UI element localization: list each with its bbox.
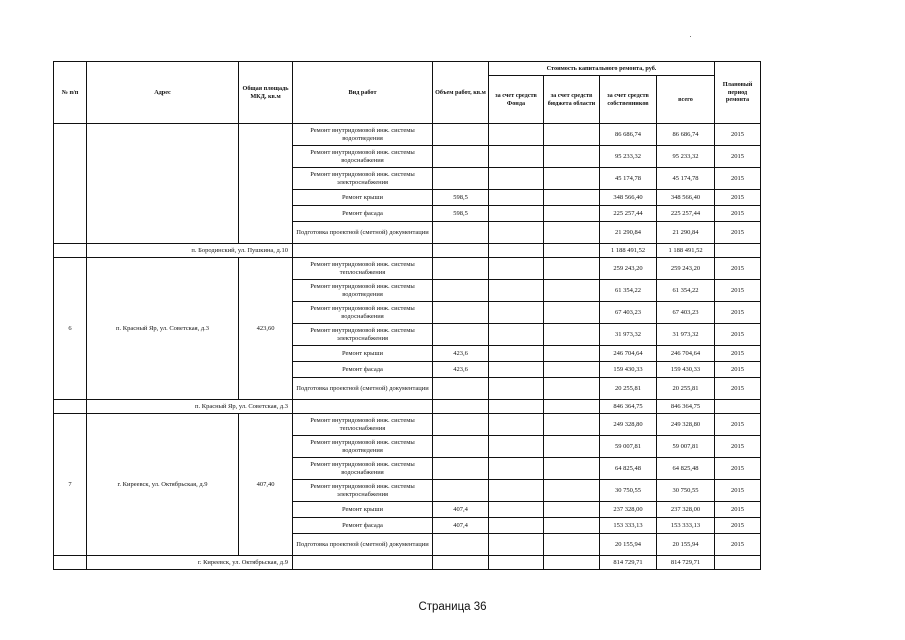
cell-owners: 61 354,22 <box>600 280 657 302</box>
cell-fund <box>489 346 544 362</box>
cell-total: 20 155,94 <box>657 534 715 556</box>
cell-total: 246 704,64 <box>657 346 715 362</box>
cell-total: 45 174,78 <box>657 168 715 190</box>
cell-period: 2015 <box>715 146 761 168</box>
cell-fund <box>489 146 544 168</box>
cell-regional <box>544 378 600 400</box>
cell-regional <box>544 124 600 146</box>
cell-work-type: Ремонт крыши <box>293 502 433 518</box>
cell-work-type: Ремонт фасада <box>293 362 433 378</box>
header-cost-group: Стоимость капитального ремонта, руб. <box>489 62 715 76</box>
subtotal-total: 846 364,75 <box>657 400 715 414</box>
cell-regional <box>544 436 600 458</box>
cell-volume <box>433 302 489 324</box>
table-header <box>54 62 761 124</box>
subtotal-empty <box>544 556 600 570</box>
cell-owners: 20 255,81 <box>600 378 657 400</box>
cell-work-type: Подготовка проектной (сметной) документации <box>293 222 433 244</box>
subtotal-total: 1 188 491,52 <box>657 244 715 258</box>
cell-volume <box>433 534 489 556</box>
cell-period: 2015 <box>715 436 761 458</box>
cell-owners: 21 290,84 <box>600 222 657 244</box>
cell-regional <box>544 258 600 280</box>
capital-repair-table <box>53 61 761 570</box>
cell-owners: 246 704,64 <box>600 346 657 362</box>
table-body <box>54 124 761 570</box>
cell-period: 2015 <box>715 124 761 146</box>
cell-work-type: Ремонт внутридомовой инж. системы водоснабжения <box>293 146 433 168</box>
cell-total: 249 328,80 <box>657 414 715 436</box>
subtotal-label: п. Красный Яр, ул. Советская, д.3 <box>87 400 293 414</box>
cell-address <box>87 124 239 244</box>
cell-owners: 30 750,55 <box>600 480 657 502</box>
cell-volume <box>433 124 489 146</box>
table-row <box>54 258 761 280</box>
cell-total: 59 007,81 <box>657 436 715 458</box>
cell-fund <box>489 518 544 534</box>
cell-owners: 45 174,78 <box>600 168 657 190</box>
cell-total: 67 403,23 <box>657 302 715 324</box>
subtotal-empty <box>293 400 433 414</box>
cell-total: 259 243,20 <box>657 258 715 280</box>
cell-num: 6 <box>54 258 87 400</box>
cell-total: 20 255,81 <box>657 378 715 400</box>
cell-period: 2015 <box>715 480 761 502</box>
cell-total: 64 825,48 <box>657 458 715 480</box>
cell-regional <box>544 534 600 556</box>
cell-owners: 95 233,32 <box>600 146 657 168</box>
cell-total: 153 333,13 <box>657 518 715 534</box>
cell-work-type: Ремонт крыши <box>293 346 433 362</box>
cell-period: 2015 <box>715 324 761 346</box>
cell-fund <box>489 458 544 480</box>
cell-total: 86 686,74 <box>657 124 715 146</box>
cell-total: 95 233,32 <box>657 146 715 168</box>
subtotal-empty <box>433 556 489 570</box>
subtotal-empty <box>489 244 544 258</box>
cell-fund <box>489 190 544 206</box>
header-num: № п/п <box>54 62 87 124</box>
cell-fund <box>489 414 544 436</box>
cell-period: 2015 <box>715 190 761 206</box>
header-volume: Объем работ, кв.м <box>433 62 489 124</box>
subtotal-empty <box>54 556 87 570</box>
cell-volume <box>433 168 489 190</box>
cell-fund <box>489 206 544 222</box>
cell-address: г. Киреевск, ул. Октябрьская, д.9 <box>87 414 239 556</box>
header-total: всего <box>657 76 715 124</box>
cell-owners: 237 328,00 <box>600 502 657 518</box>
cell-regional <box>544 324 600 346</box>
cell-volume <box>433 436 489 458</box>
cell-period: 2015 <box>715 302 761 324</box>
cell-volume <box>433 458 489 480</box>
cell-period: 2015 <box>715 458 761 480</box>
cell-work-type: Подготовка проектной (сметной) документации <box>293 378 433 400</box>
cell-period: 2015 <box>715 518 761 534</box>
cell-volume <box>433 324 489 346</box>
cell-work-type: Ремонт крыши <box>293 190 433 206</box>
table-row <box>54 124 761 146</box>
cell-work-type: Ремонт внутридомовой инж. системы электроснабжения <box>293 168 433 190</box>
cell-fund <box>489 124 544 146</box>
cell-fund <box>489 502 544 518</box>
cell-owners: 20 155,94 <box>600 534 657 556</box>
cell-work-type: Ремонт внутридомовой инж. системы электроснабжения <box>293 480 433 502</box>
cell-owners: 31 973,32 <box>600 324 657 346</box>
cell-total: 237 328,00 <box>657 502 715 518</box>
cell-fund <box>489 302 544 324</box>
cell-regional <box>544 302 600 324</box>
cell-regional <box>544 362 600 378</box>
cell-work-type: Подготовка проектной (сметной) документации <box>293 534 433 556</box>
cell-regional <box>544 280 600 302</box>
cell-volume: 423,6 <box>433 362 489 378</box>
cell-fund <box>489 534 544 556</box>
cell-volume <box>433 414 489 436</box>
cell-work-type: Ремонт внутридомовой инж. системы водоотведения <box>293 124 433 146</box>
header-area: Общая площадь МКД, кв.м <box>239 62 293 124</box>
cell-total: 225 257,44 <box>657 206 715 222</box>
cell-regional <box>544 190 600 206</box>
cell-owners: 59 007,81 <box>600 436 657 458</box>
cell-area: 423,60 <box>239 258 293 400</box>
cell-volume: 407,4 <box>433 502 489 518</box>
cell-regional <box>544 480 600 502</box>
cell-num <box>54 124 87 244</box>
cell-fund <box>489 362 544 378</box>
cell-period: 2015 <box>715 206 761 222</box>
table-row <box>54 414 761 436</box>
subtotal-empty <box>715 400 761 414</box>
cell-total: 31 973,32 <box>657 324 715 346</box>
cell-period: 2015 <box>715 502 761 518</box>
cell-volume <box>433 480 489 502</box>
cell-regional <box>544 346 600 362</box>
cell-volume <box>433 378 489 400</box>
cell-volume <box>433 258 489 280</box>
cell-fund <box>489 324 544 346</box>
scan-speck <box>690 36 691 37</box>
cell-total: 159 430,33 <box>657 362 715 378</box>
subtotal-row <box>54 400 761 414</box>
cell-work-type: Ремонт внутридомовой инж. системы водоотведения <box>293 280 433 302</box>
cell-owners: 153 333,13 <box>600 518 657 534</box>
page-number: Страница 36 <box>418 601 487 613</box>
subtotal-owners: 814 729,71 <box>600 556 657 570</box>
header-work-type: Вид работ <box>293 62 433 124</box>
cell-regional <box>544 206 600 222</box>
cell-fund <box>489 222 544 244</box>
subtotal-total: 814 729,71 <box>657 556 715 570</box>
cell-owners: 259 243,20 <box>600 258 657 280</box>
subtotal-row <box>54 244 761 258</box>
cell-period: 2015 <box>715 168 761 190</box>
cell-work-type: Ремонт фасада <box>293 518 433 534</box>
cell-period: 2015 <box>715 346 761 362</box>
cell-regional <box>544 414 600 436</box>
cell-period: 2015 <box>715 222 761 244</box>
subtotal-empty <box>433 400 489 414</box>
cell-owners: 86 686,74 <box>600 124 657 146</box>
cell-work-type: Ремонт внутридомовой инж. системы электроснабжения <box>293 324 433 346</box>
cell-area <box>239 124 293 244</box>
cell-period: 2015 <box>715 362 761 378</box>
cell-period: 2015 <box>715 534 761 556</box>
cell-regional <box>544 458 600 480</box>
header-owners: за счет средств собственников <box>600 76 657 124</box>
subtotal-empty <box>433 244 489 258</box>
header-regional: за счет средств бюджета области <box>544 76 600 124</box>
cell-owners: 348 566,40 <box>600 190 657 206</box>
subtotal-empty <box>489 556 544 570</box>
cell-work-type: Ремонт фасада <box>293 206 433 222</box>
cell-volume <box>433 222 489 244</box>
cell-owners: 249 328,80 <box>600 414 657 436</box>
cell-volume <box>433 280 489 302</box>
cell-period: 2015 <box>715 258 761 280</box>
cell-volume: 423,6 <box>433 346 489 362</box>
cell-work-type: Ремонт внутридомовой инж. системы водоснабжения <box>293 302 433 324</box>
cell-period: 2015 <box>715 378 761 400</box>
cell-regional <box>544 518 600 534</box>
cell-fund <box>489 436 544 458</box>
cell-total: 30 750,55 <box>657 480 715 502</box>
header-address: Адрес <box>87 62 239 124</box>
cell-work-type: Ремонт внутридомовой инж. системы водоснабжения <box>293 458 433 480</box>
cell-num: 7 <box>54 414 87 556</box>
subtotal-row <box>54 556 761 570</box>
subtotal-empty <box>293 556 433 570</box>
cell-fund <box>489 258 544 280</box>
subtotal-empty <box>489 400 544 414</box>
cell-regional <box>544 168 600 190</box>
cell-volume <box>433 146 489 168</box>
subtotal-empty <box>54 400 87 414</box>
cell-owners: 64 825,48 <box>600 458 657 480</box>
cell-fund <box>489 280 544 302</box>
subtotal-empty <box>715 244 761 258</box>
subtotal-label: г. Киреевск, ул. Октябрьская, д.9 <box>87 556 293 570</box>
subtotal-empty <box>544 244 600 258</box>
subtotal-empty <box>715 556 761 570</box>
header-period: Плановый период ремонта <box>715 62 761 124</box>
cell-owners: 67 403,23 <box>600 302 657 324</box>
header-fund: за счет средств Фонда <box>489 76 544 124</box>
cell-total: 348 566,40 <box>657 190 715 206</box>
cell-volume: 598,5 <box>433 206 489 222</box>
cell-work-type: Ремонт внутридомовой инж. системы водоотведения <box>293 436 433 458</box>
cell-fund <box>489 378 544 400</box>
cell-fund <box>489 168 544 190</box>
subtotal-owners: 1 188 491,52 <box>600 244 657 258</box>
cell-work-type: Ремонт внутридомовой инж. системы теплоснабжения <box>293 258 433 280</box>
subtotal-empty <box>544 400 600 414</box>
subtotal-empty <box>293 244 433 258</box>
cell-regional <box>544 146 600 168</box>
cell-period: 2015 <box>715 280 761 302</box>
cell-address: п. Красный Яр, ул. Советская, д.3 <box>87 258 239 400</box>
cell-period: 2015 <box>715 414 761 436</box>
cell-total: 61 354,22 <box>657 280 715 302</box>
cell-fund <box>489 480 544 502</box>
cell-owners: 159 430,33 <box>600 362 657 378</box>
cell-area: 407,40 <box>239 414 293 556</box>
subtotal-label: п. Бородинский, ул. Пушкина, д.10 <box>87 244 293 258</box>
cell-total: 21 290,84 <box>657 222 715 244</box>
subtotal-owners: 846 364,75 <box>600 400 657 414</box>
cell-owners: 225 257,44 <box>600 206 657 222</box>
cell-regional <box>544 222 600 244</box>
cell-work-type: Ремонт внутридомовой инж. системы теплоснабжения <box>293 414 433 436</box>
subtotal-empty <box>54 244 87 258</box>
cell-regional <box>544 502 600 518</box>
cell-volume: 407,4 <box>433 518 489 534</box>
cell-volume: 598,5 <box>433 190 489 206</box>
